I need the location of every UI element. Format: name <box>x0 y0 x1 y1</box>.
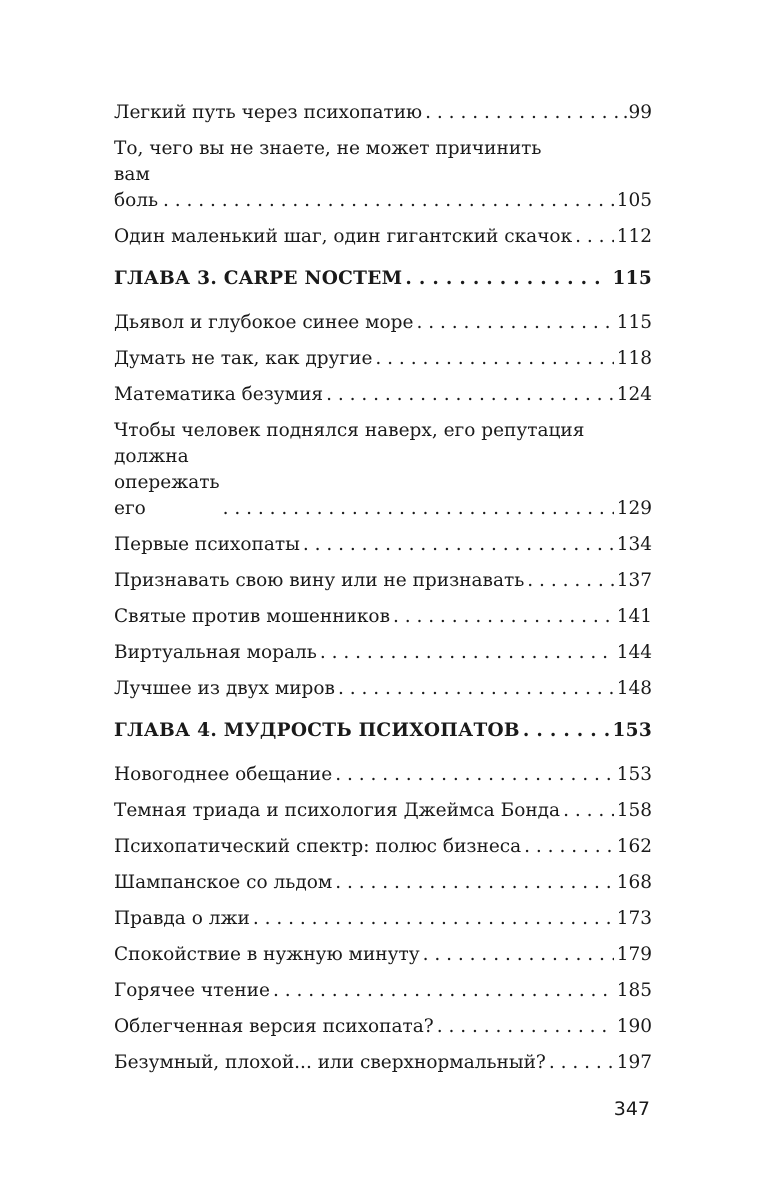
toc-entry-page: .99 <box>622 102 652 123</box>
dot-leader <box>405 266 609 292</box>
toc-entry <box>114 604 652 630</box>
toc-entry-page: 141 <box>616 606 652 627</box>
toc-entry-page: 105 <box>616 190 652 211</box>
toc-entry-page: 129 <box>616 498 652 519</box>
dot-leader <box>223 496 614 522</box>
toc-entry-title: Чтобы человек поднялся наверх, его репутация <box>114 420 585 441</box>
toc-entry-title: Лучшее из двух миров <box>114 678 335 699</box>
toc-entry-title: Один маленький шаг, один гигантский скачок <box>114 226 573 247</box>
toc-entry <box>114 1014 652 1040</box>
dot-leader <box>437 1014 614 1040</box>
toc-entry-title: Безумный, плохой... или сверхнормальный? <box>114 1052 546 1073</box>
toc-entry-title: Виртуальная мораль <box>114 642 317 663</box>
toc-entry <box>114 224 652 250</box>
dot-leader <box>423 942 614 968</box>
toc-entry-title: То, чего вы не знаете, не может причинить <box>114 138 542 159</box>
toc-entry-page: 112 <box>616 226 652 247</box>
toc-entry <box>114 942 652 968</box>
dot-leader <box>253 906 614 932</box>
toc-entry-title: должна опережать его <box>114 446 220 519</box>
toc-entry-title: Математика безумия <box>114 384 324 405</box>
toc-entry-title: Горячее чтение <box>114 980 270 1001</box>
dot-leader <box>416 310 613 336</box>
toc-entry <box>114 568 652 594</box>
toc-entry-page: 158 <box>616 800 652 821</box>
chapter-page: 153 <box>612 720 652 741</box>
toc-entry-page: 197 <box>616 1052 652 1073</box>
dot-leader <box>338 676 614 702</box>
toc-entry-page: 144 <box>616 642 652 663</box>
toc-entry-page: 118 <box>616 348 652 369</box>
dot-leader <box>335 870 613 896</box>
dot-leader <box>563 798 614 824</box>
toc-entry <box>114 978 652 1004</box>
dot-leader <box>393 604 614 630</box>
toc-entry <box>114 640 652 666</box>
toc-entry-title: Думать не так, как другие <box>114 348 373 369</box>
toc-entry-title: Облегченная версия психопата? <box>114 1016 434 1037</box>
toc-entry-page: 134 <box>616 534 652 555</box>
toc-entry <box>114 346 652 372</box>
toc-entry-title: Святые против мошенников <box>114 606 390 627</box>
toc-entry <box>114 382 652 408</box>
toc-entry <box>114 136 652 214</box>
toc-entry <box>114 310 652 336</box>
toc-entry <box>114 906 652 932</box>
toc-entry-page: 137 <box>616 570 652 591</box>
dot-leader <box>335 762 613 788</box>
toc-entry <box>114 532 652 558</box>
toc-entry <box>114 676 652 702</box>
toc-entry-page: 124 <box>616 384 652 405</box>
dot-leader <box>575 224 614 250</box>
toc-entry-title: Первые психопаты <box>114 534 300 555</box>
dot-leader <box>425 100 619 126</box>
toc-entry-page: 148 <box>616 678 652 699</box>
toc-entry-page: 115 <box>616 312 652 333</box>
chapter-heading <box>114 718 652 744</box>
dot-leader <box>303 532 614 558</box>
dot-leader <box>527 568 613 594</box>
dot-leader <box>326 382 614 408</box>
toc-entry <box>114 1050 652 1076</box>
toc-entry-page: 185 <box>616 980 652 1001</box>
dot-leader <box>273 978 614 1004</box>
toc-entry-page: 162 <box>616 836 652 857</box>
dot-leader <box>163 188 614 214</box>
toc-entry-page: 179 <box>616 944 652 965</box>
toc-entry-title: Психопатический спектр: полюс бизнеса <box>114 836 522 857</box>
toc-entry <box>114 798 652 824</box>
toc-entry <box>114 834 652 860</box>
toc-entry <box>114 762 652 788</box>
toc-entry-title: Шампанское со льдом <box>114 872 333 893</box>
chapter-page: 115 <box>612 268 652 289</box>
dot-leader <box>320 640 614 666</box>
dot-leader <box>523 718 610 744</box>
toc-entry <box>114 418 652 522</box>
dot-leader <box>375 346 613 372</box>
toc-entry-title: Признавать свою вину или не признавать <box>114 570 525 591</box>
toc-entry <box>114 100 652 126</box>
chapter-heading <box>114 266 652 292</box>
toc-entry-title: Правда о лжи <box>114 908 250 929</box>
table-of-contents <box>114 100 652 1086</box>
toc-entry-page: 153 <box>616 764 652 785</box>
toc-entry-page: 168 <box>616 872 652 893</box>
toc-entry-page: 173 <box>616 908 652 929</box>
toc-entry-title: Легкий путь через психопатию <box>114 102 423 123</box>
chapter-title: ГЛАВА 3. CARPE NOCTEM <box>114 268 403 289</box>
toc-entry-title: Новогоднее обещание <box>114 764 333 785</box>
dot-leader <box>524 834 614 860</box>
toc-entry-title: Дьявол и глубокое синее море <box>114 312 414 333</box>
toc-entry-title: вам боль <box>114 164 159 211</box>
toc-entry-title: Спокойствие в нужную минуту <box>114 944 420 965</box>
chapter-title: ГЛАВА 4. МУДРОСТЬ ПСИХОПАТОВ <box>114 720 520 741</box>
page-number: 347 <box>613 1098 650 1120</box>
toc-entry <box>114 870 652 896</box>
dot-leader <box>549 1050 614 1076</box>
toc-entry-page: 190 <box>616 1016 652 1037</box>
toc-entry-title: Темная триада и психология Джеймса Бонда <box>114 800 561 821</box>
